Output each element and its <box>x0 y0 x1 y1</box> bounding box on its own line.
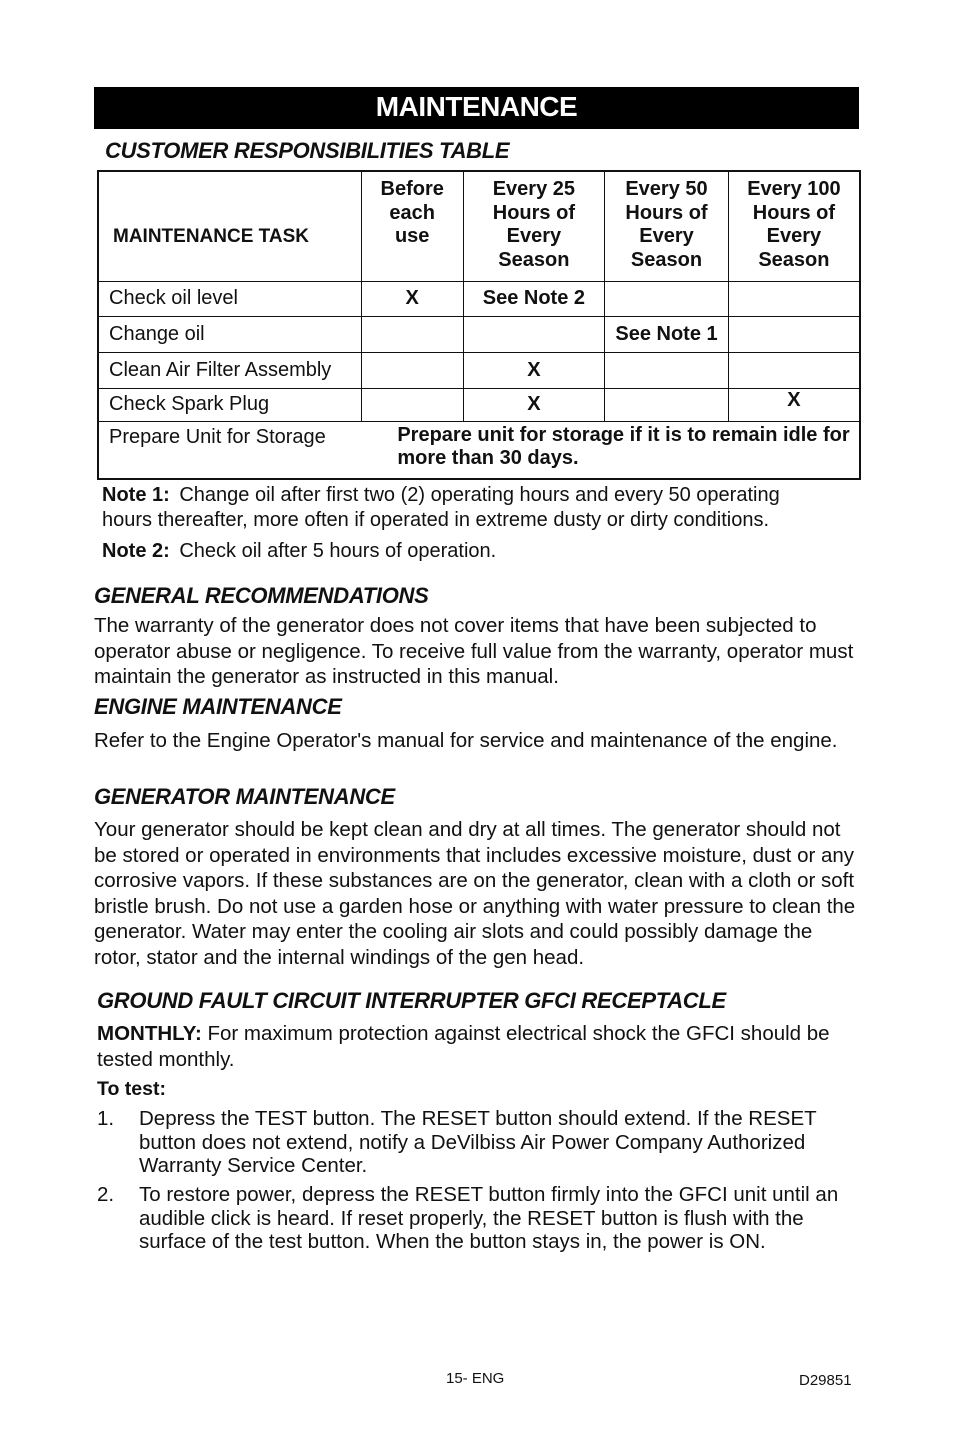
h25-cell: X <box>463 388 605 421</box>
list-number: 2. <box>97 1183 115 1206</box>
responsibilities-table <box>97 170 861 480</box>
note-text: Change oil after first two (2) operating hours and every 50 operating hours thereafter, more often if operated in extreme dusty or dirty conditions. <box>102 484 780 531</box>
h25-cell: See Note 2 <box>463 281 605 316</box>
engine-maintenance-text: Refer to the Engine Operator's manual for service and maintenance of the engine. <box>94 729 838 752</box>
header-line: Hours of <box>492 201 575 224</box>
general-recommendations-heading: GENERAL RECOMMENDATIONS <box>94 583 429 608</box>
header-line: Every 100 <box>747 178 841 200</box>
header-line: Season <box>498 248 570 271</box>
h25-cell <box>463 316 605 352</box>
list-text: Depress the TEST button. The RESET button should extend. If the RESET button does not extend, notify a DeVilbiss Air Power Company Authorized Warranty Service Center. <box>139 1107 817 1177</box>
task-cell: Prepare Unit for Storage <box>98 421 361 479</box>
generator-maintenance-heading: GENERATOR MAINTENANCE <box>94 784 395 809</box>
before-cell <box>361 388 463 421</box>
header-line: each <box>389 201 435 224</box>
before-cell <box>361 352 463 388</box>
general-recommendations-text: The warranty of the generator does not cover items that have been subjected to operator abuse or negligence. To receive full value from the warranty, operator must maintain the generator as instructed in this manual. <box>94 614 854 688</box>
header-line: Every <box>506 225 562 247</box>
note-label: Note 2: <box>102 540 170 562</box>
header-line: Every <box>639 225 694 247</box>
note-label: Note 1: <box>102 484 170 506</box>
document-code: D29851 <box>799 1372 852 1389</box>
monthly-label: MONTHLY: <box>97 1022 202 1045</box>
h100-cell: X <box>728 388 860 421</box>
list-number: 1. <box>97 1107 115 1130</box>
task-cell: Check Spark Plug <box>98 388 361 421</box>
storage-note-cell: Prepare unit for storage if it is to remain idle for more than 30 days. <box>361 421 860 479</box>
h50-cell: See Note 1 <box>605 316 729 352</box>
header-line: Hours of <box>625 201 708 224</box>
header-every-100-hours <box>728 171 860 281</box>
table-row <box>98 388 860 421</box>
list-item <box>97 1107 857 1178</box>
page-number: 15- ENG <box>446 1370 505 1387</box>
header-line: Every <box>766 225 822 247</box>
header-line: use <box>394 225 430 247</box>
table-heading: CUSTOMER RESPONSIBILITIES TABLE <box>105 138 510 163</box>
header-maintenance-task: MAINTENANCE TASK <box>98 171 361 281</box>
table-header-row <box>98 171 860 281</box>
to-test-label: To test: <box>97 1078 166 1100</box>
table-row-storage <box>98 421 860 479</box>
generator-maintenance-text: Your generator should be kept clean and dry at all times. The generator should not be stored or operated in environments that includes excessive moisture, dust or any corrosive vapors. If these substances are on the generator, clean with a cloth or soft bristle brush. Do not use a garden hose or anything with water pressure to clean the generator. Water may enter the cooling air slots and could possibly damage the rotor, stator and the internal windings of the gen head. <box>94 818 856 969</box>
note-text: Check oil after 5 hours of operation. <box>179 540 497 562</box>
table-row <box>98 352 860 388</box>
h100-cell <box>728 316 860 352</box>
header-before-each-use <box>361 171 463 281</box>
task-cell: Check oil level <box>98 281 361 316</box>
note-2 <box>102 539 822 564</box>
header-line: Season <box>630 248 703 271</box>
page-title: MAINTENANCE <box>94 87 859 129</box>
gfci-heading: GROUND FAULT CIRCUIT INTERRUPTER GFCI RECEPTACLE <box>97 988 726 1013</box>
header-every-25-hours <box>463 171 605 281</box>
h25-cell: X <box>463 352 605 388</box>
task-cell: Change oil <box>98 316 361 352</box>
header-line: Before <box>380 178 444 200</box>
h50-cell <box>605 352 729 388</box>
list-text: To restore power, depress the RESET button firmly into the GFCI unit until an audible click is heard. If reset properly, the RESET button is flush with the surface of the test button. When the button stays in, the power is ON. <box>139 1183 839 1253</box>
before-cell <box>361 316 463 352</box>
engine-maintenance-heading: ENGINE MAINTENANCE <box>94 694 342 719</box>
task-cell: Clean Air Filter Assembly <box>98 352 361 388</box>
header-line: Every 25 <box>492 178 576 200</box>
table-row <box>98 281 860 316</box>
header-line: Hours of <box>752 201 836 224</box>
h100-cell <box>728 281 860 316</box>
header-every-50-hours <box>605 171 729 281</box>
header-line: Every 50 <box>625 178 708 200</box>
table-row <box>98 316 860 352</box>
list-item <box>97 1183 857 1254</box>
monthly-text: For maximum protection against electrical shock the GFCI should be tested monthly. <box>97 1022 830 1071</box>
header-line: Season <box>758 248 830 271</box>
h50-cell <box>605 388 729 421</box>
note-1 <box>102 483 822 533</box>
before-cell: X <box>361 281 463 316</box>
gfci-monthly <box>97 1021 859 1072</box>
h100-cell <box>728 352 860 388</box>
h50-cell <box>605 281 729 316</box>
